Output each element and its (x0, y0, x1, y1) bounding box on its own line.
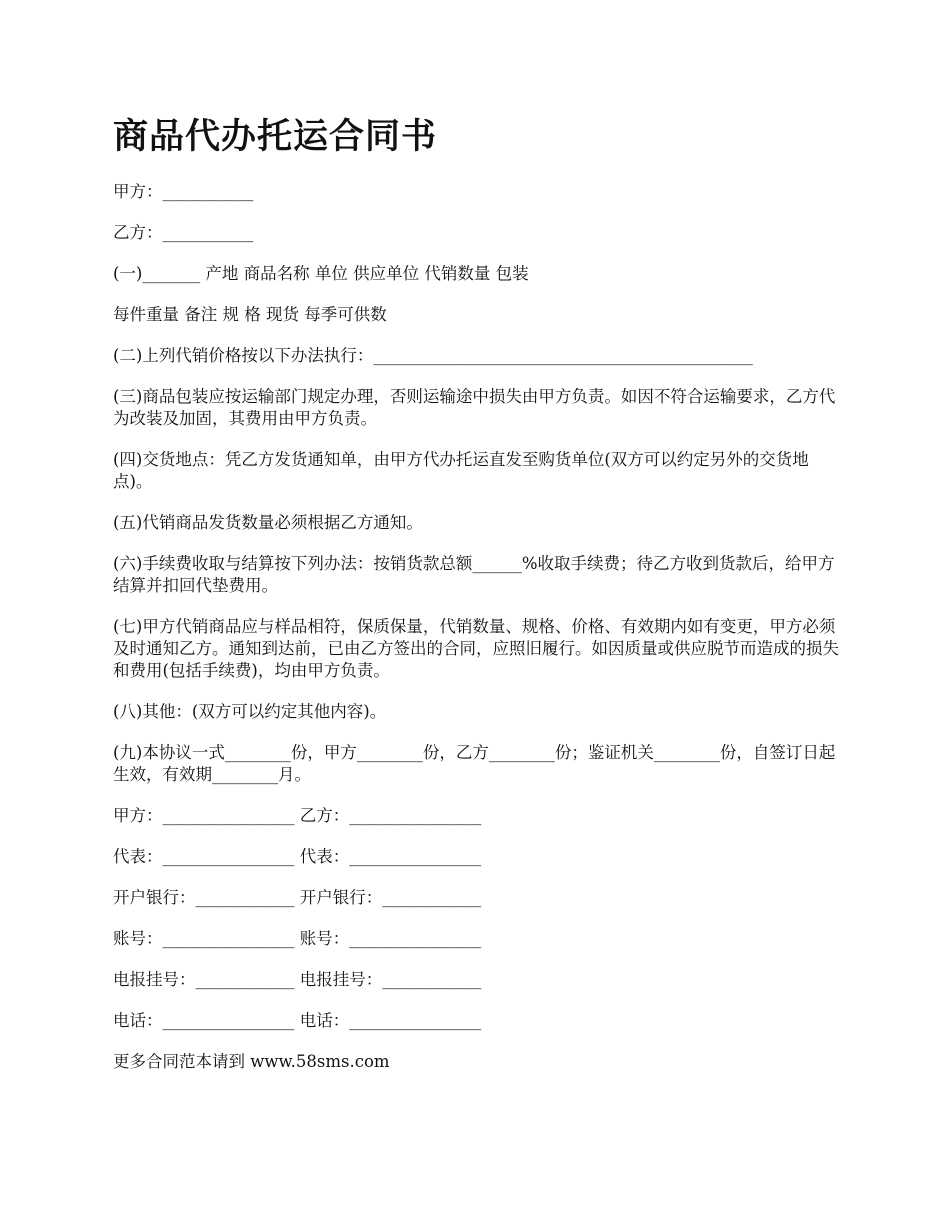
signature-representative-line: 代表：________________ 代表：________________ (113, 847, 482, 866)
signature-bank-line: 开户银行：____________ 开户银行：____________ (113, 888, 482, 907)
clause-9: (九)本协议一式________份，甲方________份，乙方________份；鉴证机关________份，自签订日起生效，有效期________月。 (113, 743, 836, 784)
clause-5: (五)代销商品发货数量必须根据乙方通知。 (113, 513, 423, 532)
signature-phone-line: 电话：________________ 电话：________________ (113, 1011, 482, 1030)
clause-8: (八)其他：(双方可以约定其他内容)。 (113, 702, 387, 721)
footer-link-text: 更多合同范本请到 www.58sms.com (113, 1052, 390, 1071)
clause-4: (四)交货地点：凭乙方发货通知单，由甲方代办托运直发至购货单位(双方可以约定另外的交货地点)。 (113, 450, 809, 491)
party-a-line: 甲方：___________ (113, 182, 254, 201)
clause-1-line-2: 每件重量 备注 规 格 现货 每季可供数 (113, 305, 387, 324)
page-title: 商品代办托运合同书 (113, 116, 438, 157)
clause-2: (二)上列代销价格按以下办法执行：______________________________________________ (113, 346, 753, 365)
party-b-line: 乙方：___________ (113, 223, 254, 242)
clause-6: (六)手续费收取与结算按下列办法：按销货款总额______%收取手续费；待乙方收到货款后，给甲方结算并扣回代垫费用。 (113, 554, 835, 595)
signature-account-line: 账号：________________ 账号：________________ (113, 929, 482, 948)
signature-telegraph-line: 电报挂号：____________ 电报挂号：____________ (113, 970, 482, 989)
clause-3: (三)商品包装应按运输部门规定办理，否则运输途中损失由甲方负责。如因不符合运输要求，乙方代为改装及加固，其费用由甲方负责。 (113, 387, 836, 428)
clause-7: (七)甲方代销商品应与样品相符，保质保量，代销数量、规格、价格、有效期内如有变更，甲方必须及时通知乙方。通知到达前，已由乙方签出的合同，应照旧履行。如因质量或供应脱节而造成的损失和费用(包括手续费)，均由甲方负责。 (113, 617, 839, 680)
clause-1-line-1: (一)_______ 产地 商品名称 单位 供应单位 代销数量 包装 (113, 264, 529, 283)
signature-party-line: 甲方：________________ 乙方：________________ (113, 806, 482, 825)
contract-document (113, 112, 840, 1092)
